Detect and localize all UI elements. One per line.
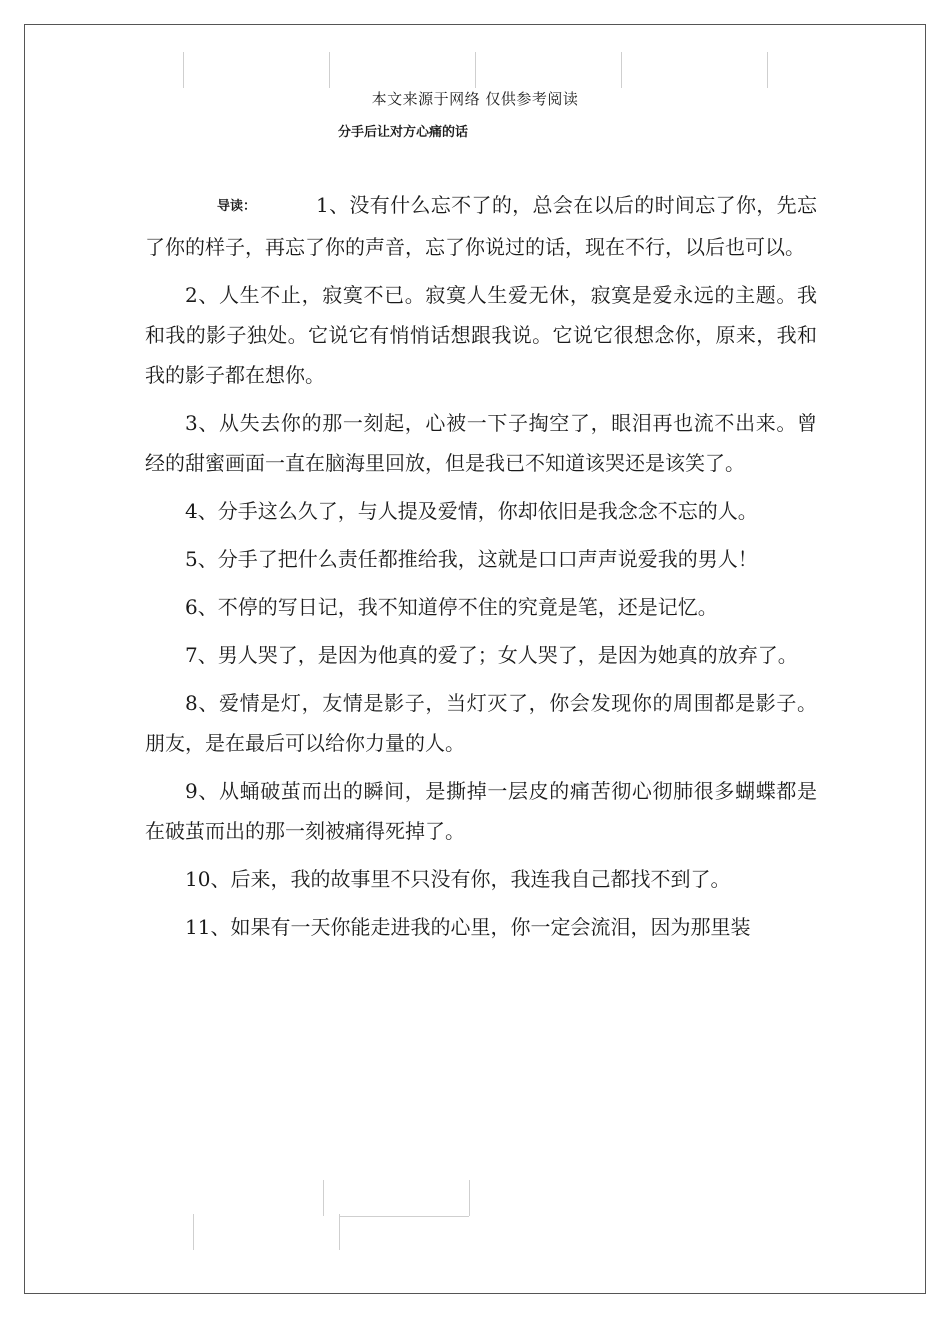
paragraph: 8、爱情是灯，友情是影子，当灯灭了，你会发现你的周围都是影子。朋友，是在最后可以给你力量的人。 xyxy=(145,690,817,755)
lead-label: 导读： xyxy=(217,198,257,214)
paragraph: 5、分手了把什么责任都推给我，这就是口口声声说爱我的男人！ xyxy=(185,546,758,571)
header-guide-tick xyxy=(621,52,622,88)
header-guide-tick xyxy=(329,52,330,88)
header-guide-tick xyxy=(767,52,768,88)
footer-guide-tick xyxy=(193,1214,194,1250)
source-note: 本文来源于网络 仅供参考阅读 xyxy=(371,90,579,108)
paragraph: 6、不停的写日记，我不知道停不住的究竟是笔，还是记忆。 xyxy=(185,594,718,619)
paragraph: 10、后来，我的故事里不只没有你，我连我自己都找不到了。 xyxy=(185,866,731,891)
paragraph: 9、从蛹破茧而出的瞬间，是撕掉一层皮的痛苦彻心彻肺很多蝴蝶都是在破茧而出的那一刻被痛得死掉了。 xyxy=(145,778,817,843)
footer-guide-line xyxy=(339,1216,469,1217)
paragraph-text: 1、没有什么忘不了的，总会在以后的时间忘了你，先忘了你的样子，再忘了你的声音，忘了你说过的话，现在不行，以后也可以。 xyxy=(145,193,817,259)
paragraph: 7、男人哭了，是因为他真的爱了；女人哭了，是因为她真的放弃了。 xyxy=(185,642,798,667)
paragraph: 4、分手这么久了，与人提及爱情，你却依旧是我念念不忘的人。 xyxy=(185,498,758,523)
footer-guide-tick xyxy=(323,1180,324,1216)
header-guide-tick xyxy=(475,52,476,88)
paragraph: 11、如果有一天你能走进我的心里，你一定会流泪，因为那里装 xyxy=(185,914,751,939)
footer-guide-tick xyxy=(469,1180,470,1216)
paragraph xyxy=(145,185,817,267)
footer-guide-tick xyxy=(339,1214,340,1250)
header-guide-tick xyxy=(183,52,184,88)
paragraph: 3、从失去你的那一刻起，心被一下子掏空了，眼泪再也流不出来。曾经的甜蜜画面一直在脑海里回放，但是我已不知道该哭还是该笑了。 xyxy=(145,410,817,475)
paragraph: 2、人生不止，寂寞不已。寂寞人生爱无休，寂寞是爱永远的主题。我和我的影子独处。它说它有悄悄话想跟我说。它说它很想念你，原来，我和我的影子都在想你。 xyxy=(145,282,817,387)
document-body xyxy=(145,185,817,955)
document-title: 分手后让对方心痛的话 xyxy=(338,125,469,140)
